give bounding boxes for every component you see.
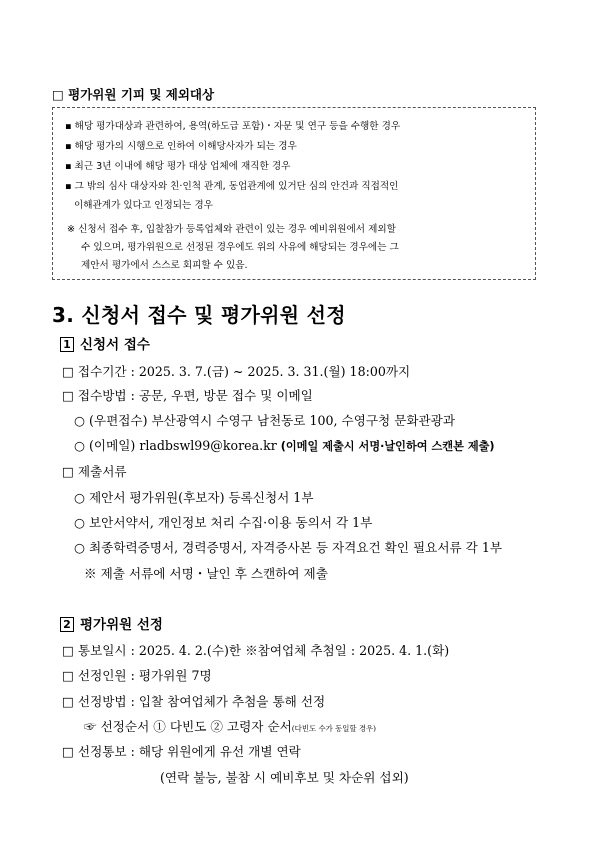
reception-period: □ 접수기간 : 2025. 3. 7.(금) ~ 2025. 3. 31.(월) 18:00까지	[62, 364, 411, 379]
docs-item: ○ 보안서약서, 개인정보 처리 수집·이용 동의서 각 1부	[74, 515, 373, 530]
notice-date: □ 통보일시 : 2025. 4. 2.(수)한 ※참여업체 추첨일 : 2025. 4. 1.(화)	[62, 643, 450, 658]
email-line	[74, 435, 495, 454]
selection-method: □ 선정방법 : 입찰 참여업체가 추첨을 통해 선정	[62, 694, 326, 709]
email-note: (이메일 제출시 서명·날인하여 스캔본 제출)	[280, 440, 495, 453]
subsection-2-title: 평가위원 선정	[80, 617, 163, 633]
subsection-1-heading	[60, 333, 150, 353]
docs-item: ○ 최종학력증명서, 경력증명서, 자격증사본 등 자격요건 확인 필요서류 각 1부	[74, 540, 503, 555]
exclusion-title: □ 평가위원 기피 및 제외대상	[52, 87, 215, 102]
section-title: 3. 신청서 접수 및 평가위원 선정	[52, 303, 346, 327]
subsection-2-heading	[60, 613, 163, 633]
selection-order-main: ☞ 선정순서 ① 다빈도 ② 고령자 순서	[84, 719, 292, 734]
email-address: ○ (이메일) rladbswl99@korea.kr	[74, 438, 277, 453]
subsection-1-title: 신청서 접수	[80, 337, 150, 353]
post-address: ○ (우편접수) 부산광역시 수영구 남천동로 100, 수영구청 문화관광과	[74, 413, 456, 428]
subsection-2-number: 2	[60, 617, 74, 632]
exclusion-item: ▪ 그 밖의 심사 대상자와 친·인척 관계, 동업관계에 있거단 심의 안건과 직접적인	[65, 181, 399, 192]
reception-method: □ 접수방법 : 공문, 우편, 방문 접수 및 이메일	[62, 388, 313, 403]
exclusion-item: ▪ 해당 평가대상과 관련하여, 용역(하도급 포함)・자문 및 연구 등을 수행한 경우	[65, 121, 401, 132]
exclusion-note: 제안서 평가에서 스스로 회피할 수 있음.	[81, 260, 248, 271]
exclusion-item: ▪ 최근 3년 이내에 해당 평가 대상 업체에 재직한 경우	[65, 161, 291, 172]
exclusion-box	[52, 107, 536, 280]
selection-inform: □ 선정통보 : 해당 위원에게 유선 개별 연락	[62, 744, 301, 759]
docs-note: ※ 제출 서류에 서명・날인 후 스캔하여 제출	[84, 566, 328, 581]
selection-count: □ 선정인원 : 평가위원 7명	[62, 668, 212, 683]
exclusion-note: 수 있으며, 평가위원으로 선정된 경우에도 위의 사유에 해당되는 경우에는 그	[81, 242, 399, 253]
subsection-1-number: 1	[60, 337, 74, 352]
exclusion-note: ※ 신청서 접수 후, 입찰참가 등록업체와 관련이 있는 경우 예비위원에서 제외할	[67, 224, 396, 235]
docs-title: □ 제출서류	[62, 464, 127, 479]
selection-inform-note: (연락 불능, 불참 시 예비후보 및 차순위 섭외)	[160, 770, 409, 785]
selection-order	[84, 716, 376, 735]
selection-order-condition: (다빈도 수가 동일할 경우)	[291, 724, 377, 733]
docs-item: ○ 제안서 평가위원(후보자) 등록신청서 1부	[74, 490, 314, 505]
exclusion-item-cont: 이해관계가 있다고 인정되는 경우	[74, 200, 213, 211]
exclusion-item: ▪ 해당 평가의 시행으로 인하여 이해당사자가 되는 경우	[65, 141, 297, 152]
